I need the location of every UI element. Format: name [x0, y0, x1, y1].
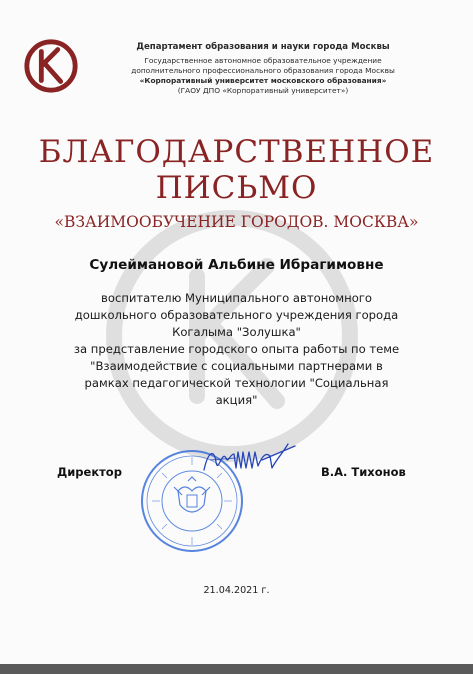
body-line: акция" — [215, 393, 258, 407]
department-name: Департамент образования и науки города Москвы — [136, 42, 390, 52]
bottom-edge-bar — [0, 664, 473, 674]
body-line: дошкольного образовательного учреждения города — [74, 308, 399, 322]
body-line: Когалыма "Золушка" — [172, 325, 301, 339]
title-line-1: БЛАГОДАРСТВЕННОЕ — [38, 134, 435, 170]
institution-line-2: дополнительного профессионального образования города Москвы — [131, 66, 395, 75]
body-line: воспитателю Муниципального автономного — [101, 291, 372, 305]
document-date: 21.04.2021 г. — [203, 585, 270, 596]
body-line: за представление городского опыта работы по теме — [73, 342, 400, 356]
institution-header — [88, 42, 438, 96]
institution-line-4: (ГАОУ ДПО «Корпоративный университет») — [177, 86, 349, 95]
gratitude-body — [50, 290, 423, 409]
body-line: рамках педагогической технологии "Социальная — [84, 376, 389, 390]
signature-icon — [200, 440, 300, 482]
director-label: Директор — [57, 465, 122, 479]
program-subtitle: «ВЗАИМООБУЧЕНИЕ ГОРОДОВ. МОСКВА» — [54, 213, 419, 231]
body-line: "Взаимодействие с социальными партнерами в — [90, 359, 383, 373]
document-title — [0, 134, 473, 206]
title-line-2: ПИСЬМО — [155, 170, 318, 206]
recipient-name: Сулеймановой Альбине Ибрагимовне — [89, 257, 384, 273]
university-logo-icon — [22, 36, 80, 96]
institution-line-3: «Корпоративный университет московского образования» — [139, 76, 387, 85]
institution-line-1: Государственное автономное образовательное учреждение — [144, 56, 382, 65]
signer-name: В.А. Тихонов — [321, 465, 406, 479]
